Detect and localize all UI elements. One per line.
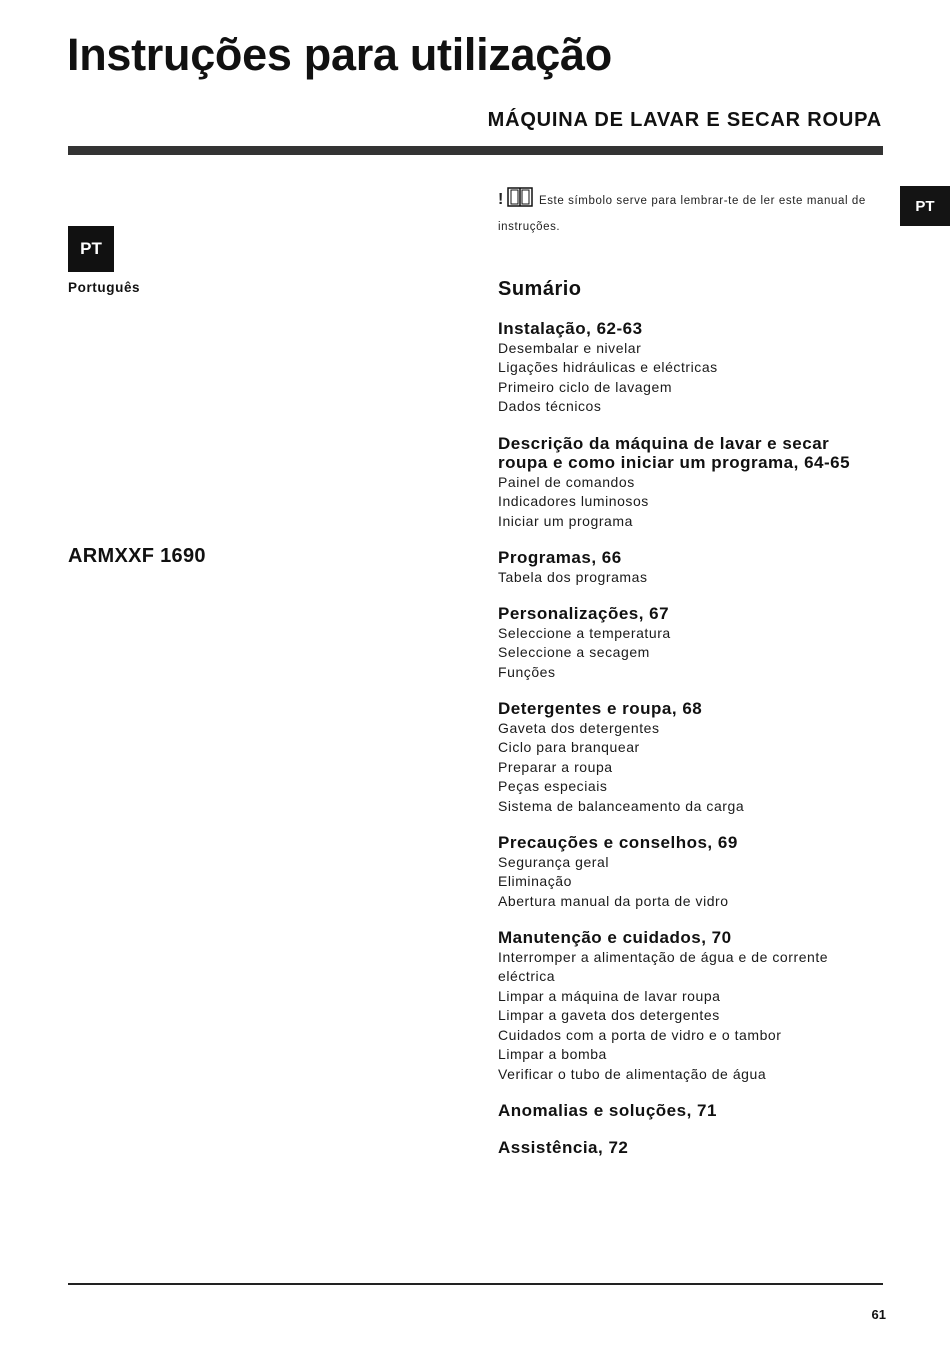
toc-item: Sistema de balanceamento da carga — [498, 797, 745, 814]
toc-item: Segurança geral — [498, 853, 609, 870]
table-of-contents — [498, 278, 878, 1174]
toc-item: Peças especiais — [498, 778, 608, 794]
toc-item: Limpar a bomba — [498, 1046, 607, 1062]
toc-section — [498, 928, 878, 1084]
toc-item: Funções — [498, 663, 556, 680]
toc-section — [498, 319, 878, 417]
footer-divider — [68, 1283, 883, 1285]
toc-item-list — [498, 473, 878, 532]
toc-item: Seleccione a secagem — [498, 644, 650, 660]
toc-item: Iniciar um programa — [498, 512, 633, 529]
page-title: Instruções para utilização — [67, 29, 612, 80]
toc-item: Limpar a máquina de lavar roupa — [498, 987, 721, 1004]
toc-item: Interromper a alimentação de água e de corrente eléctrica — [498, 948, 829, 984]
toc-section — [498, 1138, 878, 1158]
page-number: 61 — [871, 1307, 886, 1322]
toc-item: Dados técnicos — [498, 398, 602, 414]
toc-item-list — [498, 568, 878, 588]
language-badge: PT — [68, 226, 114, 272]
toc-item: Abertura manual da porta de vidro — [498, 892, 729, 909]
book-icon — [507, 187, 533, 216]
language-name: Português — [68, 280, 141, 295]
toc-item: Cuidados com a porta de vidro e o tambor — [498, 1026, 782, 1043]
manual-note — [498, 187, 873, 239]
toc-section-title: Descrição da máquina de lavar e secar roupa e como iniciar um programa, 64-65 — [498, 433, 851, 472]
toc-item: Ligações hidráulicas e eléctricas — [498, 359, 718, 375]
language-side-tab: PT — [900, 186, 950, 226]
toc-item: Preparar a roupa — [498, 758, 613, 775]
toc-section-title: Personalizações, 67 — [498, 604, 670, 623]
toc-section — [498, 434, 878, 532]
manual-note-text: Este símbolo serve para lembrar-te de ler este manual de instruções. — [498, 195, 866, 233]
toc-section-title: Anomalias e soluções, 71 — [498, 1101, 717, 1120]
toc-item: Tabela dos programas — [498, 568, 648, 585]
toc-item: Ciclo para branquear — [498, 739, 640, 755]
toc-item-list — [498, 719, 878, 817]
toc-item: Gaveta dos detergentes — [498, 719, 660, 736]
toc-item: Primeiro ciclo de lavagem — [498, 378, 673, 395]
toc-item: Verificar o tubo de alimentação de água — [498, 1065, 767, 1082]
model-number: ARMXXF 1690 — [68, 545, 206, 567]
toc-section — [498, 548, 878, 587]
toc-section — [498, 833, 878, 911]
toc-item-list — [498, 624, 878, 683]
toc-item: Limpar a gaveta dos detergentes — [498, 1007, 720, 1023]
page-subtitle: MÁQUINA DE LAVAR E SECAR ROUPA — [487, 109, 882, 131]
header-divider — [68, 146, 883, 155]
toc-item: Eliminação — [498, 873, 572, 889]
toc-section — [498, 604, 878, 682]
toc-section — [498, 1101, 878, 1121]
toc-item-list — [498, 339, 878, 417]
toc-sections — [498, 319, 878, 1157]
toc-section-title: Assistência, 72 — [498, 1137, 629, 1157]
toc-item-list — [498, 948, 878, 1085]
toc-section — [498, 699, 878, 816]
toc-item: Indicadores luminosos — [498, 493, 649, 509]
toc-heading: Sumário — [498, 278, 582, 300]
toc-item: Desembalar e nivelar — [498, 339, 642, 356]
toc-item: Painel de comandos — [498, 473, 635, 490]
toc-section-title: Instalação, 62-63 — [498, 319, 643, 338]
toc-item: Seleccione a temperatura — [498, 624, 671, 641]
toc-section-title: Detergentes e roupa, 68 — [498, 699, 703, 718]
exclamation-mark: ! — [498, 191, 504, 208]
toc-section-title: Precauções e conselhos, 69 — [498, 833, 738, 852]
toc-section-title: Programas, 66 — [498, 548, 622, 567]
toc-section-title: Manutenção e cuidados, 70 — [498, 928, 732, 947]
toc-item-list — [498, 853, 878, 912]
